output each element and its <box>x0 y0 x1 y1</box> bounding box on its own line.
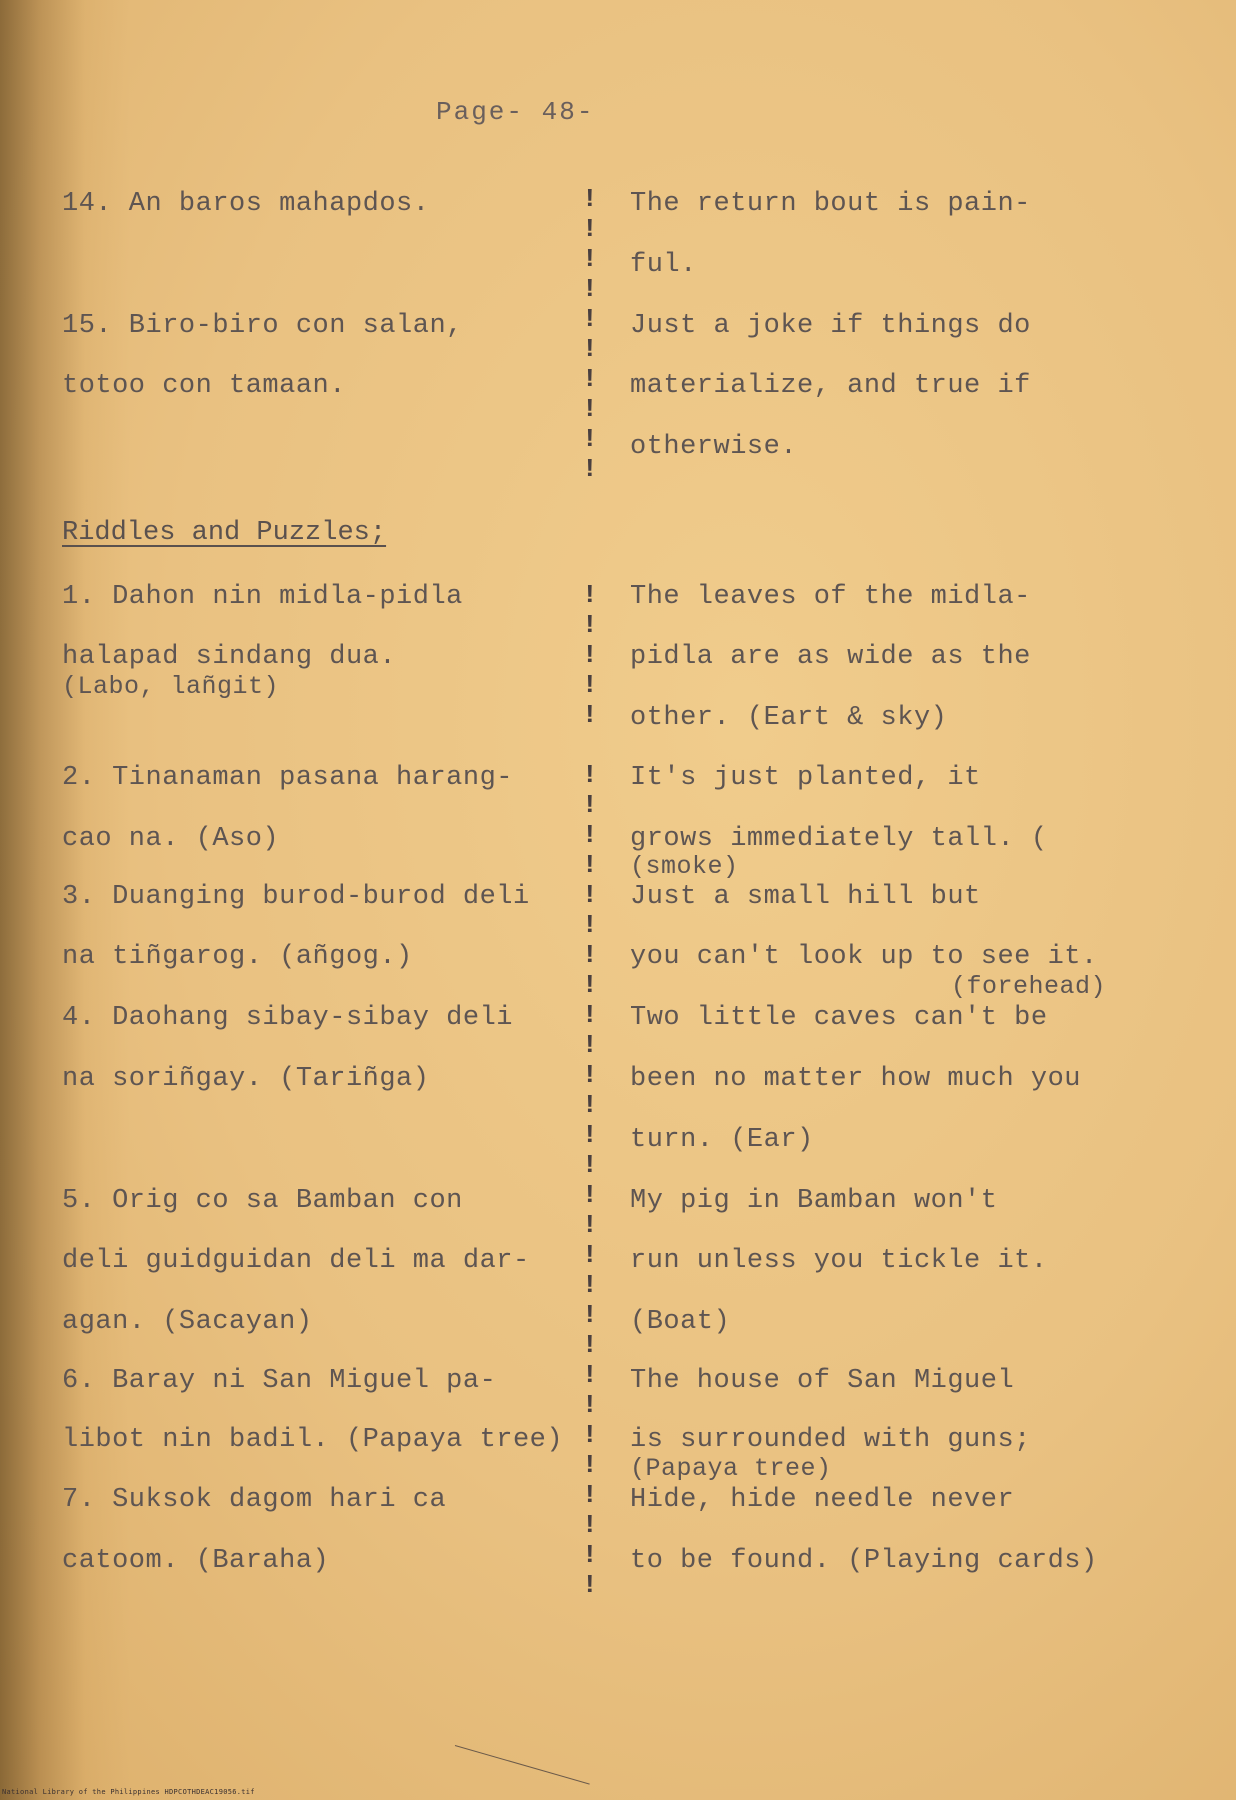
column-divider-mark: ! <box>582 454 598 484</box>
riddle-7-right-line-2: to be found. (Playing cards) <box>630 1546 1098 1576</box>
column-divider-mark: ! <box>582 1090 598 1120</box>
column-divider-mark: ! <box>582 880 598 910</box>
column-divider-mark: ! <box>582 1150 598 1180</box>
column-divider-mark: ! <box>582 1510 598 1540</box>
riddle-4-left-line-2: na soriñgay. (Tariñga) <box>62 1064 430 1094</box>
column-divider-mark: ! <box>582 1030 598 1060</box>
riddle-6-right-line-2: is surrounded with guns; <box>630 1425 1031 1455</box>
riddle-2-answer: (smoke) <box>630 852 739 881</box>
column-divider-mark: ! <box>582 1240 598 1270</box>
riddle-1-right-line-1: The leaves of the midla- <box>630 582 1031 612</box>
riddle-2-right-line-1: It's just planted, it <box>630 763 981 793</box>
riddle-2-right-line-2: grows immediately tall. ( <box>630 824 1048 854</box>
proverb-14-right-line-2: ful. <box>630 250 697 280</box>
column-divider-mark: ! <box>582 1450 598 1480</box>
column-divider-mark: ! <box>582 640 598 670</box>
column-divider-mark: ! <box>582 790 598 820</box>
riddle-5-left-line-3: agan. (Sacayan) <box>62 1307 313 1337</box>
riddle-4-right-line-1: Two little caves can't be <box>630 1003 1048 1033</box>
column-divider-mark: ! <box>582 394 598 424</box>
riddle-3-left-line-1: 3. Duanging burod-burod deli <box>62 882 530 912</box>
proverb-15-right-line-2: materialize, and true if <box>630 371 1031 401</box>
riddle-4-right-line-2: been no matter how much you <box>630 1064 1081 1094</box>
riddle-5-left-line-2: deli guidguidan deli ma dar- <box>62 1246 530 1276</box>
column-divider-mark: ! <box>582 304 598 334</box>
column-divider-mark: ! <box>582 1420 598 1450</box>
riddle-6-left-line-1: 6. Baray ni San Miguel pa- <box>62 1366 497 1396</box>
column-divider-mark: ! <box>582 334 598 364</box>
page-number: Page- 48- <box>436 97 595 127</box>
column-divider-mark: ! <box>582 910 598 940</box>
riddle-6-right-line-1: The house of San Miguel <box>630 1366 1015 1396</box>
column-divider-mark: ! <box>582 670 598 700</box>
riddles-heading: Riddles and Puzzles; <box>62 518 387 548</box>
column-divider-mark: ! <box>582 1540 598 1570</box>
column-divider-mark: ! <box>582 184 598 214</box>
column-divider-mark: ! <box>582 1270 598 1300</box>
column-divider-mark: ! <box>582 850 598 880</box>
column-divider-mark: ! <box>582 1390 598 1420</box>
column-divider-mark: ! <box>582 214 598 244</box>
column-divider-mark: ! <box>582 760 598 790</box>
riddle-7-right-line-1: Hide, hide needle never <box>630 1485 1015 1515</box>
riddle-3-answer: (forehead) <box>951 972 1107 1001</box>
column-divider-mark: ! <box>582 1060 598 1090</box>
riddle-4-right-line-3: turn. (Ear) <box>630 1125 814 1155</box>
riddle-5-left-line-1: 5. Orig co sa Bamban con <box>62 1186 463 1216</box>
column-divider-mark: ! <box>582 1210 598 1240</box>
column-divider-mark: ! <box>582 424 598 454</box>
riddle-5-right-line-1: My pig in Bamban won't <box>630 1186 998 1216</box>
riddle-6-left-line-2: libot nin badil. (Papaya tree) <box>62 1425 564 1455</box>
riddle-1-left-line-1: 1. Dahon nin midla-pidla <box>62 582 463 612</box>
proverb-14-right-line-1: The return bout is pain- <box>630 189 1031 219</box>
proverb-15-left-line-2: totoo con tamaan. <box>62 371 346 401</box>
column-divider-mark: ! <box>582 580 598 610</box>
column-divider-mark: ! <box>582 274 598 304</box>
proverb-15-right-line-1: Just a joke if things do <box>630 311 1031 341</box>
proverb-15-left-line-1: 15. Biro-biro con salan, <box>62 311 463 341</box>
pen-stroke-mark <box>455 1745 590 1785</box>
column-divider-mark: ! <box>582 610 598 640</box>
column-divider-mark: ! <box>582 970 598 1000</box>
riddle-5-right-line-3: (Boat) <box>630 1307 731 1337</box>
riddle-3-left-line-2: na tiñgarog. (añgog.) <box>62 942 413 972</box>
column-divider-mark: ! <box>582 1120 598 1150</box>
column-divider-mark: ! <box>582 700 598 730</box>
riddle-1-right-line-3: other. (Eart & sky) <box>630 703 948 733</box>
riddle-5-right-line-2: run unless you tickle it. <box>630 1246 1048 1276</box>
riddle-1-right-line-2: pidla are as wide as the <box>630 642 1031 672</box>
riddle-3-right-line-1: Just a small hill but <box>630 882 981 912</box>
column-divider-mark: ! <box>582 1000 598 1030</box>
column-divider-mark: ! <box>582 940 598 970</box>
riddle-6-answer: (Papaya tree) <box>630 1454 832 1483</box>
column-divider-mark: ! <box>582 244 598 274</box>
proverb-14-left: 14. An baros mahapdos. <box>62 189 430 219</box>
column-divider-mark: ! <box>582 364 598 394</box>
column-divider-mark: ! <box>582 1480 598 1510</box>
scan-footer: National Library of the Philippines HDPCOTHDEAC19056.tif <box>2 1788 255 1796</box>
riddle-2-left-line-2: cao na. (Aso) <box>62 824 280 854</box>
riddle-7-left-line-2: catoom. (Baraha) <box>62 1546 330 1576</box>
riddle-1-left-line-2: halapad sindang dua. <box>62 642 397 672</box>
column-divider-mark: ! <box>582 1330 598 1360</box>
proverb-15-right-line-3: otherwise. <box>630 432 798 462</box>
column-divider-mark: ! <box>582 1570 598 1600</box>
riddle-7-left-line-1: 7. Suksok dagom hari ca <box>62 1485 447 1515</box>
column-divider-mark: ! <box>582 1300 598 1330</box>
riddle-3-right-line-2: you can't look up to see it. <box>630 942 1098 972</box>
column-divider-mark: ! <box>582 1180 598 1210</box>
riddle-1-answer: (Labo, lañgit) <box>62 672 280 701</box>
column-divider-mark: ! <box>582 820 598 850</box>
column-divider-mark: ! <box>582 1360 598 1390</box>
riddle-2-left-line-1: 2. Tinanaman pasana harang- <box>62 763 513 793</box>
riddle-4-left-line-1: 4. Daohang sibay-sibay deli <box>62 1003 513 1033</box>
